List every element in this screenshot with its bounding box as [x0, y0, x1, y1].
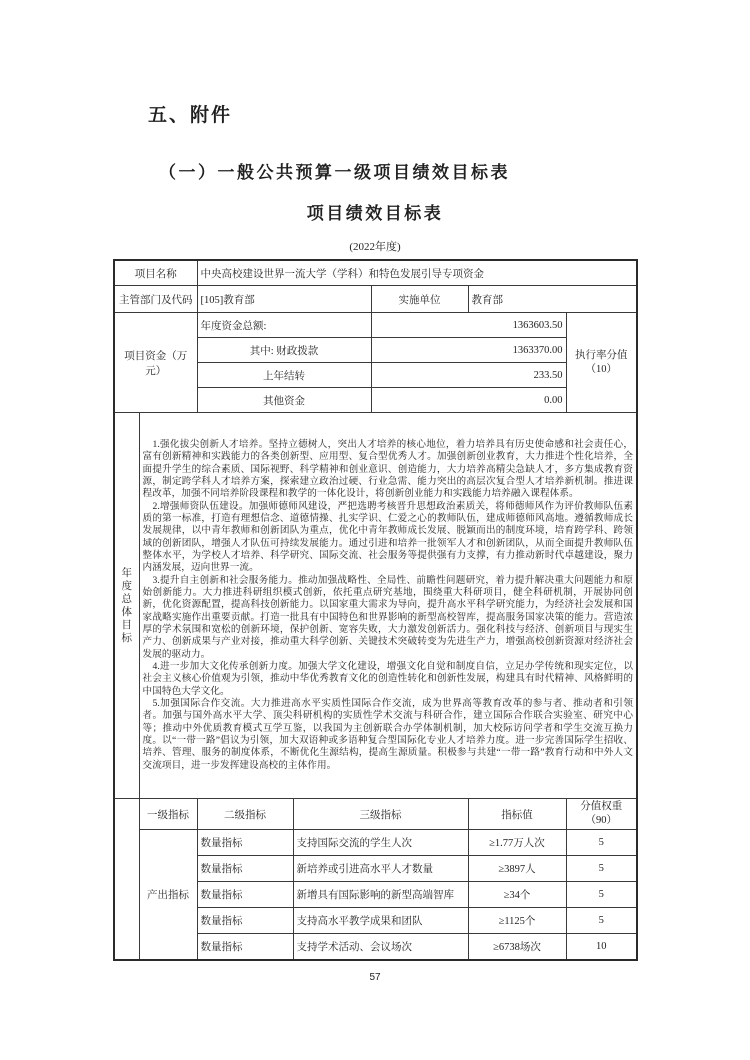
table-title: 项目绩效目标表	[306, 204, 444, 223]
header-weight-line2: （90）	[585, 815, 618, 826]
funds-carryover-label: 上年结转	[197, 363, 371, 388]
funds-row-total	[114, 313, 637, 338]
project-name-value: 中央高校建设世界一流大学（学科）和特色发展引导专项资金	[197, 260, 637, 286]
implement-unit-value: 教育部	[468, 286, 637, 313]
project-name-row	[114, 260, 637, 286]
indicator-weight: 5	[566, 882, 637, 908]
table-year: (2022年度)	[349, 241, 401, 253]
department-value: [105]教育部	[197, 286, 371, 313]
funds-label: 项目资金（万元）	[114, 313, 197, 413]
funds-carryover-value: 233.50	[371, 363, 566, 388]
indicator-weight: 10	[566, 934, 637, 961]
level3-indicator: 新增具有国际影响的新型高端智库	[293, 882, 468, 908]
header-level2: 二级指标	[197, 799, 293, 830]
goal-paragraph-4: 4.进一步加大文化传承创新力度。加强大学文化建设，增强文化自觉和制度自信，立足办学传统和现实定位，以社会主义核心价值观为引领，推动中华优秀教育文化的创造性转化和创新性发展，构建具有时代精神、风格鲜明的中国特色大学文化。	[142, 661, 634, 697]
header-weight	[566, 799, 637, 830]
goal-paragraph-3: 3.提升自主创新和社会服务能力。推动加强战略性、全局性、前瞻性问题研究，着力提升解决重大问题能力和原始创新能力。大力推进科研组织模式创新，依托重点研究基地，围绕重大科研项目，健全科研机制，开展协同创新，优化资源配置，提高科技创新能力。以国家重大需求为导向，提升高水平科学研究能力，为经济社会发展和国家战略实施作出重要贡献。打造一批具有中国特色和世界影响的新型高校智库，提高服务国家决策的能力。营造浓厚的学术氛围和宽松的创新环境，保护创新、宽容失败，大力激发创新活力。强化科技与经济、创新项目与现实生产力、创新成果与产业对接，推动重大科学创新、关键技术突破转变为先进生产力，增强高校创新资源对经济社会发展的驱动力。	[142, 574, 634, 660]
indicator-row	[114, 830, 637, 856]
implement-unit-label: 实施单位	[371, 286, 468, 313]
level3-indicator: 支持高水平教学成果和团队	[293, 908, 468, 934]
funds-other-label: 其他资金	[197, 388, 371, 413]
funds-total-value: 1363603.50	[371, 313, 566, 338]
level3-indicator: 新培养或引进高水平人才数量	[293, 856, 468, 882]
level2-indicator: 数量指标	[197, 856, 293, 882]
annual-goal-label: 年度总体目标	[114, 413, 139, 799]
indicator-weight: 5	[566, 856, 637, 882]
indicator-value: ≥34个	[468, 882, 566, 908]
exec-rate-line1: 执行率分值	[575, 349, 628, 361]
department-row	[114, 286, 637, 313]
indicator-header-row	[114, 799, 637, 830]
level2-indicator: 数量指标	[197, 908, 293, 934]
funds-total-label: 年度资金总额:	[197, 313, 371, 338]
section-heading: 五、附件	[148, 105, 233, 126]
indicator-value: ≥6738场次	[468, 934, 566, 961]
level2-indicator: 数量指标	[197, 882, 293, 908]
subsection-heading: （一）一般公共预算一级项目绩效目标表	[159, 163, 510, 182]
goal-paragraph-1: 1.强化拔尖创新人才培养。坚持立德树人，突出人才培养的核心地位，着力培养具有历史使命感和社会责任心，富有创新精神和实践能力的各类创新型、应用型、复合型优秀人才。加强创新创业教育，大力推进个性化培养，全面提升学生的综合素质、国际视野、科学精神和创业意识、创造能力，大力培养高精尖急缺人才，多方集成教育资源，制定跨学科人才培养方案，探索建立政治过硬、行业急需、能力突出的高层次复合型人才培养新机制。推进课程改革，加强不同培养阶段课程和教学的一体化设计，将创新创业能力和实践能力培养融入课程体系。	[142, 438, 634, 500]
funds-other-value: 0.00	[371, 388, 566, 413]
level2-indicator: 数量指标	[197, 934, 293, 961]
performance-target-table	[113, 259, 638, 961]
annual-goal-row	[114, 413, 637, 799]
goal-paragraph-2: 2.增强师资队伍建设。加强师德师风建设，严把选聘考核晋升思想政治素质关，将师德师风作为评价教师队伍素质的第一标准，打造有理想信念、道德情操、扎实学识、仁爱之心的教师队伍，建成师德师风高地。遵循教师成长发展规律，以中青年教师和创新团队为重点，优化中青年教师成长发展、脱颖而出的制度环境，培育跨学科、跨领域的创新团队，增强人才队伍可持续发展能力。通过引进和培养一批领军人才和创新团队，从而全面提升教师队伍整体水平，为学校人才培养、科学研究、国际交流、社会服务等提供强有力支撑，有力推动新时代卓越建设，聚力内涵发展，迈向世界一流。	[142, 500, 634, 574]
funds-fiscal-value: 1363370.00	[371, 338, 566, 363]
indicator-weight: 5	[566, 830, 637, 856]
level3-indicator: 支持国际交流的学生人次	[293, 830, 468, 856]
goal-paragraph-5: 5.加强国际合作交流。大力推进高水平实质性国际合作交流，成为世界高等教育改革的参与者、推动者和引领者。加强与国外高水平大学、顶尖科研机构的实质性学术交流与科研合作，建立国际合作联合实验室、研究中心等；推动中外优质教育模式互学互鉴，以我国为主创新联合办学体制机制，加大校际访问学者和学生交流互换力度。以“一带一路”倡议为引领，加大双语种或多语种复合型国际化专业人才培养力度。进一步完善国际学生招收、培养、管理、服务的制度体系，不断优化生源结构，提高生源质量。积极参与共建“一带一路”教育行动和中外人文交流项目，进一步发挥建设高校的主体作用。	[142, 698, 634, 771]
level2-indicator: 数量指标	[197, 830, 293, 856]
header-value: 指标值	[468, 799, 566, 830]
level3-indicator: 支持学术活动、会议场次	[293, 934, 468, 961]
header-level1: 一级指标	[139, 799, 197, 830]
indicator-value: ≥3897人	[468, 856, 566, 882]
indicator-spacer-cell	[114, 799, 139, 961]
funds-fiscal-label: 其中: 财政拨款	[197, 338, 371, 363]
level1-indicator-value: 产出指标	[139, 830, 197, 961]
exec-rate-line2: （10）	[585, 363, 618, 375]
indicator-weight: 5	[566, 908, 637, 934]
page-number: 57	[369, 972, 381, 983]
annual-goal-text	[139, 413, 637, 799]
header-level3: 三级指标	[293, 799, 468, 830]
project-name-label: 项目名称	[114, 260, 197, 286]
indicator-value: ≥1125个	[468, 908, 566, 934]
exec-rate-label	[566, 313, 637, 413]
department-label: 主管部门及代码	[114, 286, 197, 313]
indicator-value: ≥1.77万人次	[468, 830, 566, 856]
header-weight-line1: 分值权重	[580, 801, 623, 812]
